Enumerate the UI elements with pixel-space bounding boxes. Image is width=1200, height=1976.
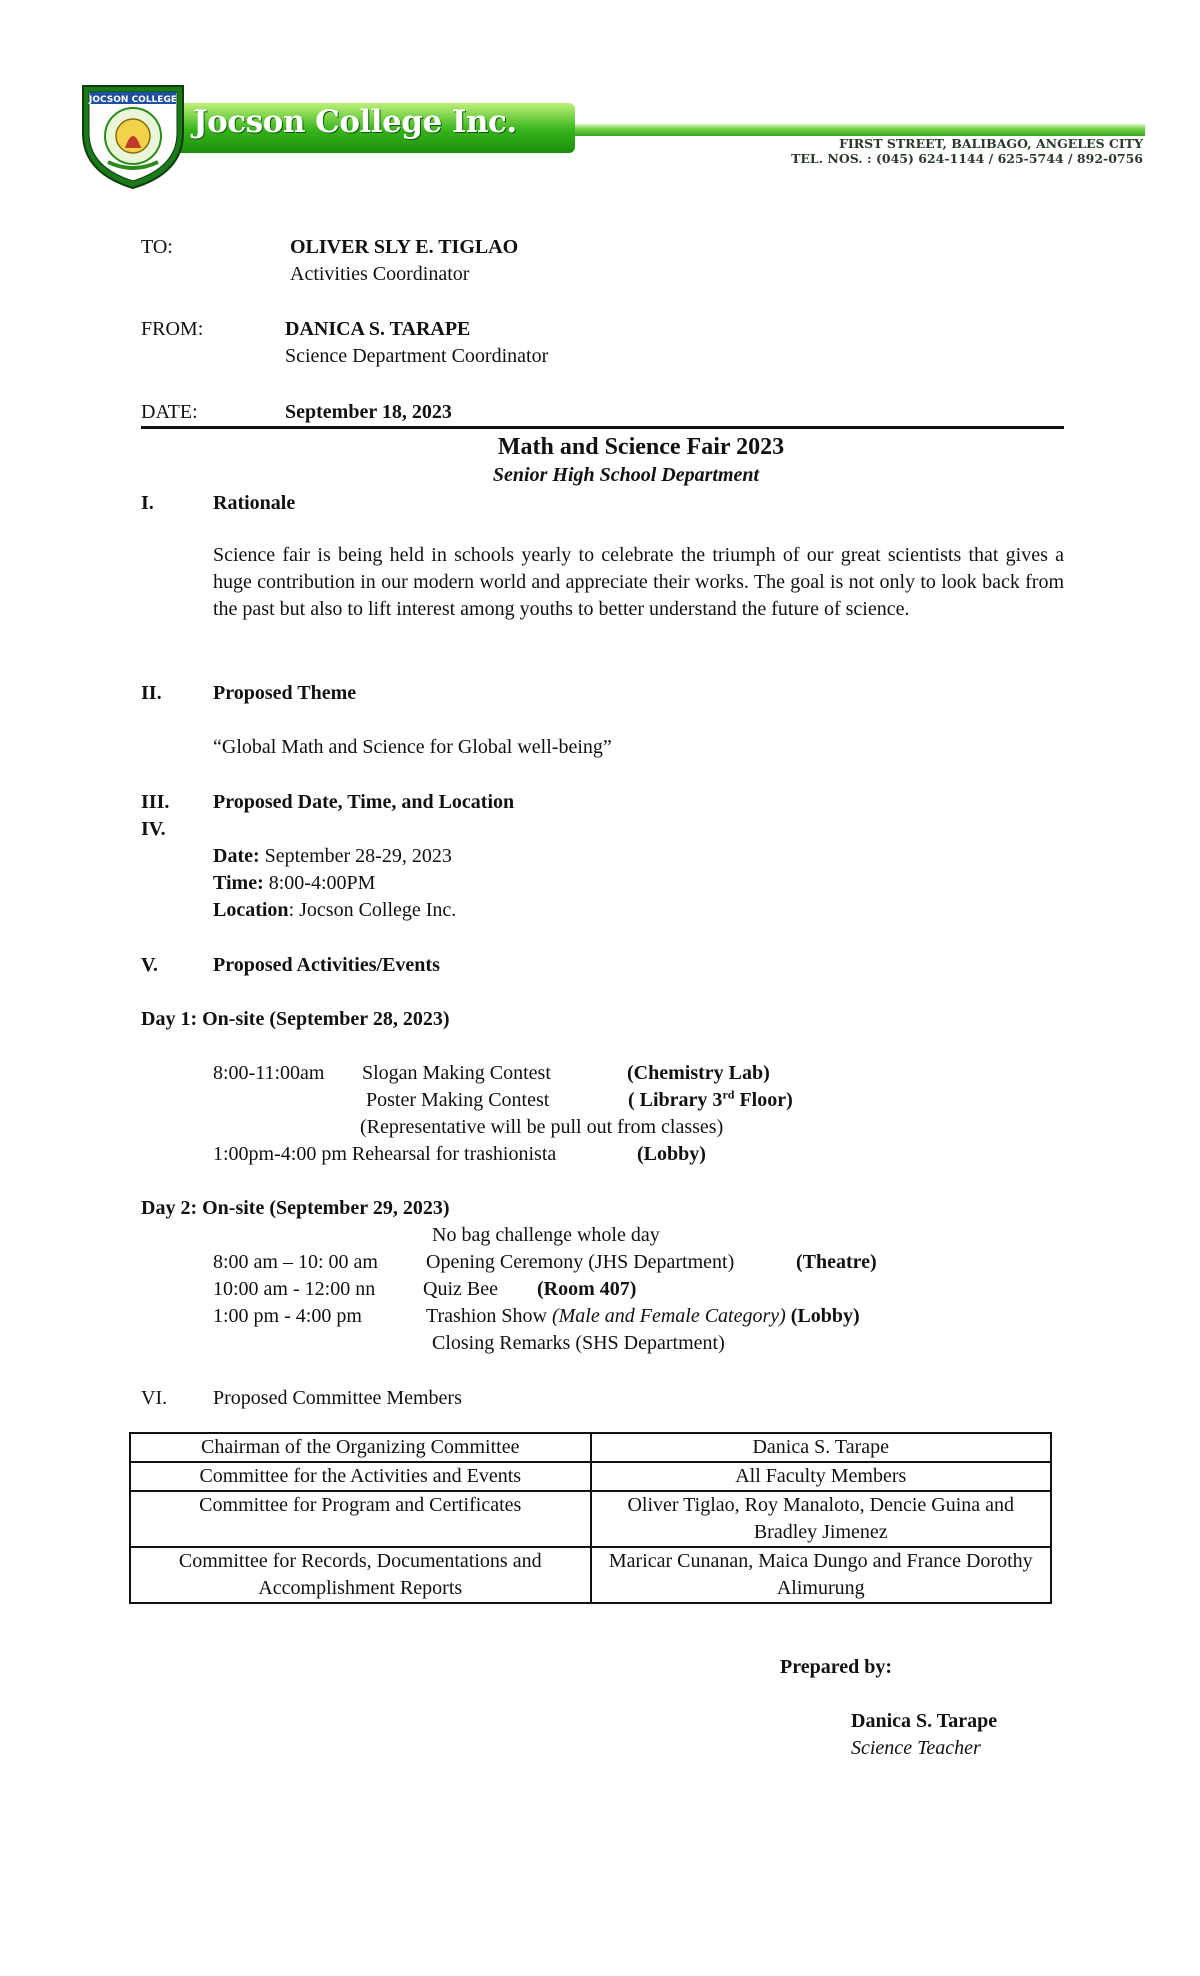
day2-heading: Day 2: On-site (September 29, 2023) xyxy=(141,1197,450,1219)
committee-role: Committee for Program and Certificates xyxy=(130,1491,591,1547)
header-stripe xyxy=(545,124,1145,136)
day2-event: Trashion Show (Male and Female Category) (Lobby) xyxy=(426,1305,860,1327)
from-title: Science Department Coordinator xyxy=(285,345,549,367)
section-number: VI. xyxy=(141,1387,168,1409)
phone-line: TEL. NOS. : (045) 624-1144 / 625-5744 / 892-0756 xyxy=(791,151,1143,166)
committee-members: Maricar Cunanan, Maica Dungo and France Dorothy Alimurung xyxy=(591,1547,1052,1603)
header-rule xyxy=(141,426,1064,429)
day2-time-slot: 1:00 pm - 4:00 pm xyxy=(213,1305,362,1327)
day2-event: No bag challenge whole day xyxy=(432,1224,660,1246)
document-title: Math and Science Fair 2023 xyxy=(497,434,785,460)
committee-members: Oliver Tiglao, Roy Manaloto, Dencie Guina and Bradley Jimenez xyxy=(591,1491,1052,1547)
event-location-line: Location: Jocson College Inc. xyxy=(213,899,457,921)
day2-event: Opening Ceremony (JHS Department) xyxy=(426,1251,735,1273)
college-name: Jocson College Inc. xyxy=(193,104,517,140)
date-label: DATE: xyxy=(141,401,198,423)
section-heading-theme: Proposed Theme xyxy=(213,682,357,704)
from-label: FROM: xyxy=(141,318,204,340)
day2-time-slot: 8:00 am – 10: 00 am xyxy=(213,1251,378,1273)
section-heading-committee: Proposed Committee Members xyxy=(213,1387,462,1409)
section-number: II. xyxy=(141,682,162,704)
section-heading-date-time-location: Proposed Date, Time, and Location xyxy=(213,791,515,813)
day1-time-slot: 8:00-11:00am xyxy=(213,1062,325,1084)
signatory-name: Danica S. Tarape xyxy=(851,1710,998,1732)
event-time-line: Time: 8:00-4:00PM xyxy=(213,872,376,894)
table-row xyxy=(130,1462,1051,1491)
from-name: DANICA S. TARAPE xyxy=(285,318,471,340)
signatory-position: Science Teacher xyxy=(851,1737,981,1759)
prepared-by-label: Prepared by: xyxy=(780,1656,893,1678)
day2-event: Quiz Bee xyxy=(423,1278,498,1300)
section-number: V. xyxy=(141,954,158,976)
day1-heading: Day 1: On-site (September 28, 2023) xyxy=(141,1008,450,1030)
committee-role: Committee for Records, Documentations and Accomplishment Reports xyxy=(130,1547,591,1603)
day1-event: Slogan Making Contest xyxy=(362,1062,551,1084)
committee-members: Danica S. Tarape xyxy=(591,1433,1052,1462)
day1-venue: (Chemistry Lab) xyxy=(627,1062,770,1084)
table-row xyxy=(130,1491,1051,1547)
address-line: FIRST STREET, BALIBAGO, ANGELES CITY xyxy=(839,136,1143,151)
day1-event: 1:00pm-4:00 pm Rehearsal for trashionista xyxy=(213,1143,557,1165)
day2-event: Closing Remarks (SHS Department) xyxy=(432,1332,725,1354)
to-label: TO: xyxy=(141,236,173,258)
rationale-paragraph: Science fair is being held in schools yearly to celebrate the triumph of our great scientists that gives a huge contribution in our modern world and appreciate their works. The goal is not only to look back from the past but also to lift interest among youths to better understand the future of science. xyxy=(213,544,1064,620)
day1-venue: ( Library 3rd Floor) xyxy=(628,1087,793,1111)
committee-members: All Faculty Members xyxy=(591,1462,1052,1491)
to-name: OLIVER SLY E. TIGLAO xyxy=(290,236,519,258)
section-heading-activities: Proposed Activities/Events xyxy=(213,954,440,976)
section-number: I. xyxy=(141,492,154,514)
day1-note: (Representative will be pull out from classes) xyxy=(360,1116,724,1138)
table-row xyxy=(130,1433,1051,1462)
day2-time-slot: 10:00 am - 12:00 nn xyxy=(213,1278,376,1300)
section-number: III. xyxy=(141,791,170,813)
event-date-line: Date: September 28-29, 2023 xyxy=(213,845,452,867)
theme-text: “Global Math and Science for Global well-being” xyxy=(213,736,612,758)
committee-role: Committee for the Activities and Events xyxy=(130,1462,591,1491)
committee-table xyxy=(129,1432,1052,1604)
seal-text: JOCSON COLLEGE xyxy=(89,95,177,105)
college-seal-logo xyxy=(78,78,188,190)
day2-venue: (Room 407) xyxy=(537,1278,637,1300)
committee-role: Chairman of the Organizing Committee xyxy=(130,1433,591,1462)
to-title: Activities Coordinator xyxy=(290,263,470,285)
table-row xyxy=(130,1547,1051,1603)
section-heading-rationale: Rationale xyxy=(213,492,296,514)
section-number: IV. xyxy=(141,818,166,840)
document-subtitle: Senior High School Department xyxy=(492,464,760,486)
date-value: September 18, 2023 xyxy=(285,401,452,423)
day2-venue: (Theatre) xyxy=(796,1251,877,1273)
day1-event: Poster Making Contest xyxy=(366,1089,550,1111)
day1-venue: (Lobby) xyxy=(637,1143,706,1165)
